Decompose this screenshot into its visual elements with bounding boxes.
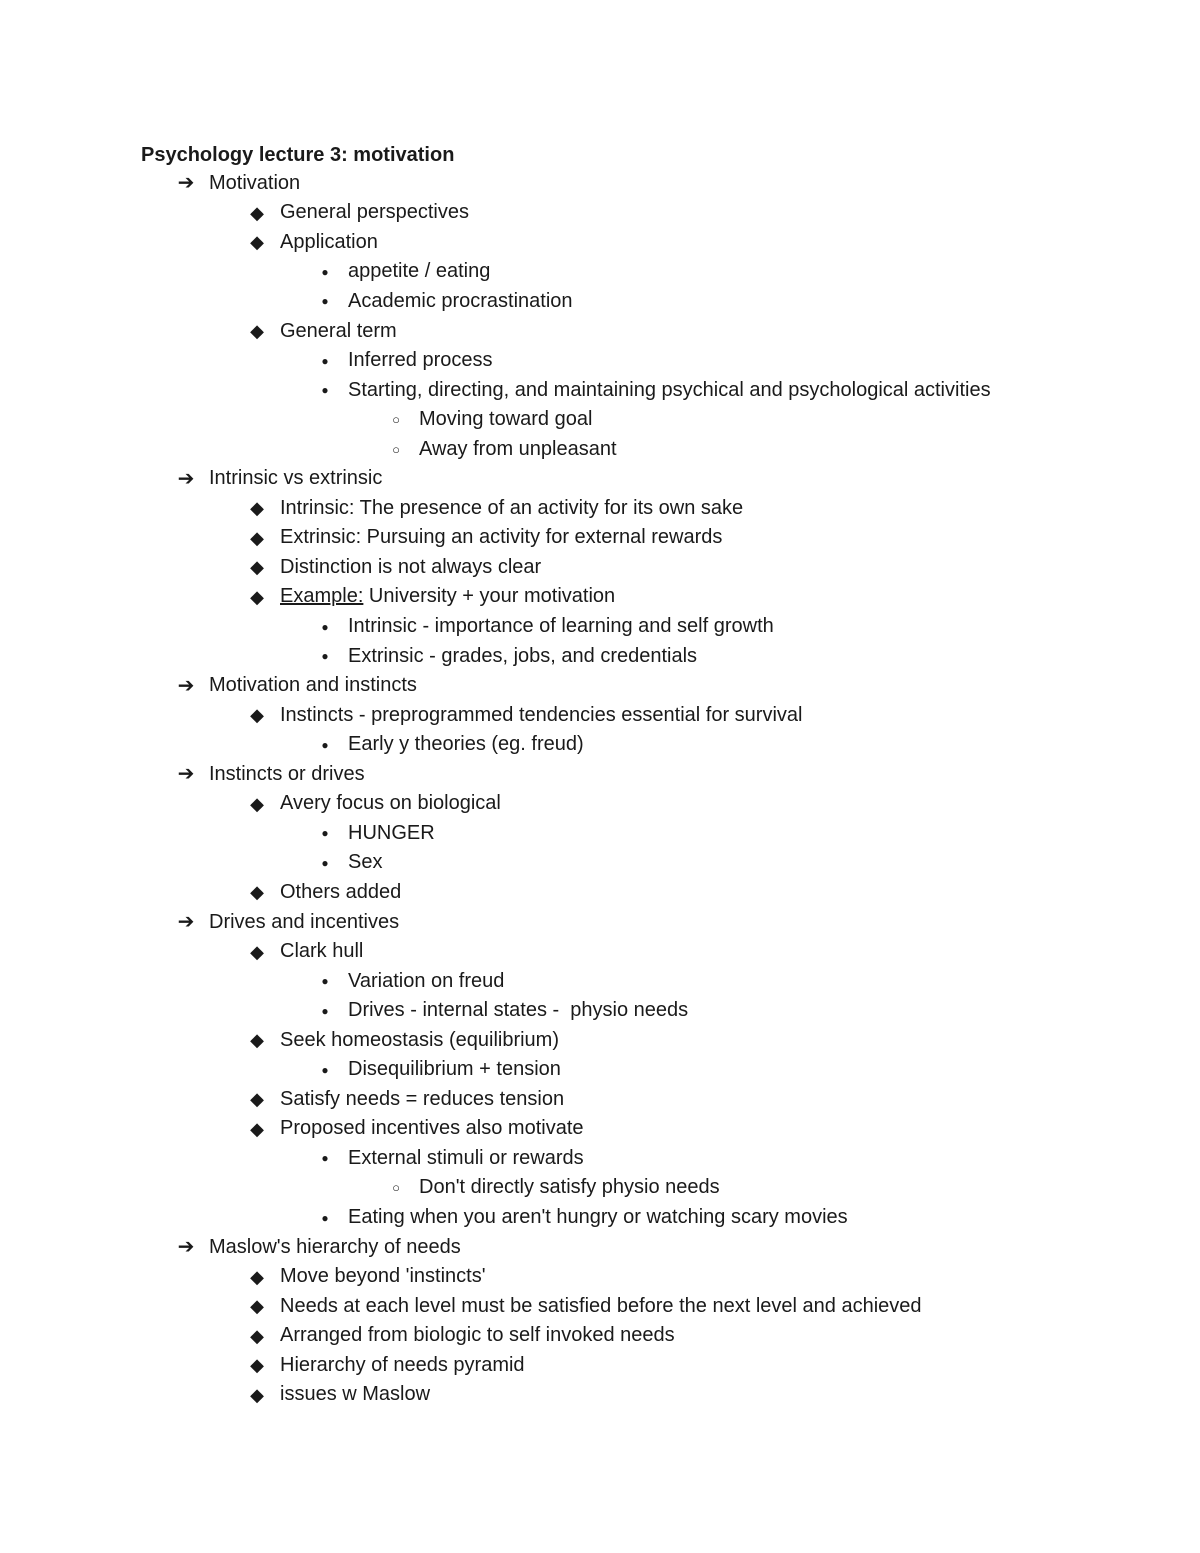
diamond-bullet-icon: ◆ [250,1089,264,1110]
outline-item [314,612,774,642]
outline-item [246,1025,559,1055]
outline-item-text: Arranged from biologic to self invoked needs [280,1324,675,1347]
arrow-bullet-icon: ➔ [177,911,195,934]
dot-bullet-icon: ● [321,264,329,279]
outline-item [175,671,417,701]
outline-item-text: Proposed incentives also motivate [280,1117,584,1140]
outline-item-text: Others added [280,880,402,903]
outline-item [314,346,493,376]
outline-item-text: Seek homeostasis (equilibrium) [280,1028,560,1051]
outline-item-text: Drives and incentives [209,910,400,933]
outline-item-text: Application [280,230,378,253]
outline-item [246,523,722,553]
arrow-bullet-icon: ➔ [177,674,195,697]
dot-bullet-icon: ● [321,737,329,752]
dot-bullet-icon: ● [321,855,329,870]
outline-item-text: Early y theories (eg. freud) [348,733,584,756]
arrow-bullet-icon: ➔ [177,763,195,786]
outline-item [314,1203,848,1233]
outline-item-rest: University + your motivation [363,585,616,608]
diamond-bullet-icon: ◆ [250,202,264,223]
outline-item-text: Clark hull [280,940,364,963]
outline-item-text: Satisfy needs = reduces tension [280,1087,565,1110]
outline-item-text: Maslow's hierarchy of needs [209,1235,461,1258]
outline-item-text: Variation on freud [348,969,505,992]
outline-item [246,1114,584,1144]
outline-item [314,1144,584,1174]
outline-item-text: Needs at each level must be satisfied before the next level and achieved [280,1294,922,1317]
diamond-bullet-icon: ◆ [250,321,264,342]
outline-item-text: External stimuli or rewards [348,1146,584,1169]
outline-item-text: General perspectives [280,201,469,224]
underlined-label: Example: [280,585,364,608]
outline-item-text: Intrinsic vs extrinsic [209,467,383,490]
dot-bullet-icon: ● [321,294,329,309]
outline-item [246,1321,675,1351]
outline-item [246,228,378,258]
outline-item [246,700,802,730]
outline-item [175,907,399,937]
circle-bullet-icon: ○ [392,412,400,428]
diamond-bullet-icon: ◆ [250,586,264,607]
arrow-bullet-icon: ➔ [177,1236,195,1259]
outline-item-text: issues w Maslow [280,1383,431,1406]
outline-item-text: Away from unpleasant [419,437,617,460]
diamond-bullet-icon: ◆ [250,1296,264,1317]
outline-item-text: HUNGER [348,821,435,844]
outline-item [314,996,688,1026]
outline-item [246,316,397,346]
outline-item [314,730,584,760]
outline-item-text: Academic procrastination [348,289,573,312]
diamond-bullet-icon: ◆ [250,1030,264,1051]
outline-item-text: Eating when you aren't hungry or watching scary movies [348,1206,848,1229]
diamond-bullet-icon: ◆ [250,941,264,962]
outline-item [246,1351,525,1381]
outline-item-text: Starting, directing, and maintaining psychical and psychological activities [348,378,991,401]
outline-item [175,464,382,494]
dot-bullet-icon: ● [321,649,329,664]
document-title: Psychology lecture 3: motivation [141,144,455,166]
dot-bullet-icon: ● [321,1062,329,1077]
diamond-bullet-icon: ◆ [250,1325,264,1346]
outline-item [175,169,300,199]
arrow-bullet-icon: ➔ [177,467,195,490]
outline-item [314,257,490,287]
circle-bullet-icon: ○ [392,1180,400,1196]
outline-item [385,1173,720,1203]
outline-item-text: Extrinsic - grades, jobs, and credentials [348,644,698,667]
diamond-bullet-icon: ◆ [250,1355,264,1376]
outline-item-text: General term [280,319,397,342]
dot-bullet-icon: ● [321,1210,329,1225]
outline-item-text: Don't directly satisfy physio needs [419,1176,720,1199]
outline-item [314,641,697,671]
outline-item [385,405,592,435]
outline-item [246,582,615,612]
outline-item-text: Inferred process [348,349,493,372]
outline-item-text: Distinction is not always clear [280,555,542,578]
outline-item-text [280,585,615,608]
outline-item-text: Avery focus on biological [280,792,501,815]
outline-item [175,760,365,790]
outline-item-text: Sex [348,851,383,874]
outline-item [314,819,435,849]
outline-item [175,1232,461,1262]
dot-bullet-icon: ● [321,1151,329,1166]
outline-item [246,1291,922,1321]
outline-item [314,966,504,996]
outline-item-text: Motivation and instincts [209,674,417,697]
arrow-bullet-icon: ➔ [177,172,195,195]
outline-item-text: Hierarchy of needs pyramid [280,1353,525,1376]
outline-item-text: Motivation [209,171,301,194]
outline-item [246,553,541,583]
diamond-bullet-icon: ◆ [250,232,264,253]
outline-item-text: Extrinsic: Pursuing an activity for external rewards [280,526,723,549]
outline-item [246,937,363,967]
outline-item [246,1262,486,1292]
diamond-bullet-icon: ◆ [250,793,264,814]
outline-item [246,878,401,908]
outline-item [246,789,501,819]
outline-item [246,198,469,228]
dot-bullet-icon: ● [321,1003,329,1018]
outline-item-text: Disequilibrium + tension [348,1058,561,1081]
outline-item [314,375,991,405]
diamond-bullet-icon: ◆ [250,705,264,726]
circle-bullet-icon: ○ [392,441,400,457]
dot-bullet-icon: ● [321,974,329,989]
outline-item [246,1380,430,1410]
outline-item-text: Moving toward goal [419,408,593,431]
dot-bullet-icon: ● [321,383,329,398]
diamond-bullet-icon: ◆ [250,1118,264,1139]
diamond-bullet-icon: ◆ [250,498,264,519]
outline-item-text: appetite / eating [348,260,491,283]
outline-item [385,434,617,464]
outline-item [314,287,573,317]
outline-item-text: Instincts - preprogrammed tendencies essential for survival [280,703,803,726]
outline-item [314,848,382,878]
dot-bullet-icon: ● [321,619,329,634]
outline-item-text: Intrinsic - importance of learning and self growth [348,615,774,638]
outline-item-text: Intrinsic: The presence of an activity for its own sake [280,496,744,519]
diamond-bullet-icon: ◆ [250,882,264,903]
outline-item [314,1055,561,1085]
outline-item-text: Move beyond 'instincts' [280,1265,486,1288]
outline-item [246,1085,564,1115]
diamond-bullet-icon: ◆ [250,527,264,548]
outline-item-text: Drives - internal states - physio needs [348,999,689,1022]
outline-item-text: Instincts or drives [209,762,365,785]
dot-bullet-icon: ● [321,826,329,841]
diamond-bullet-icon: ◆ [250,1266,264,1287]
diamond-bullet-icon: ◆ [250,557,264,578]
outline-item [246,494,743,524]
diamond-bullet-icon: ◆ [250,1384,264,1405]
dot-bullet-icon: ● [321,353,329,368]
